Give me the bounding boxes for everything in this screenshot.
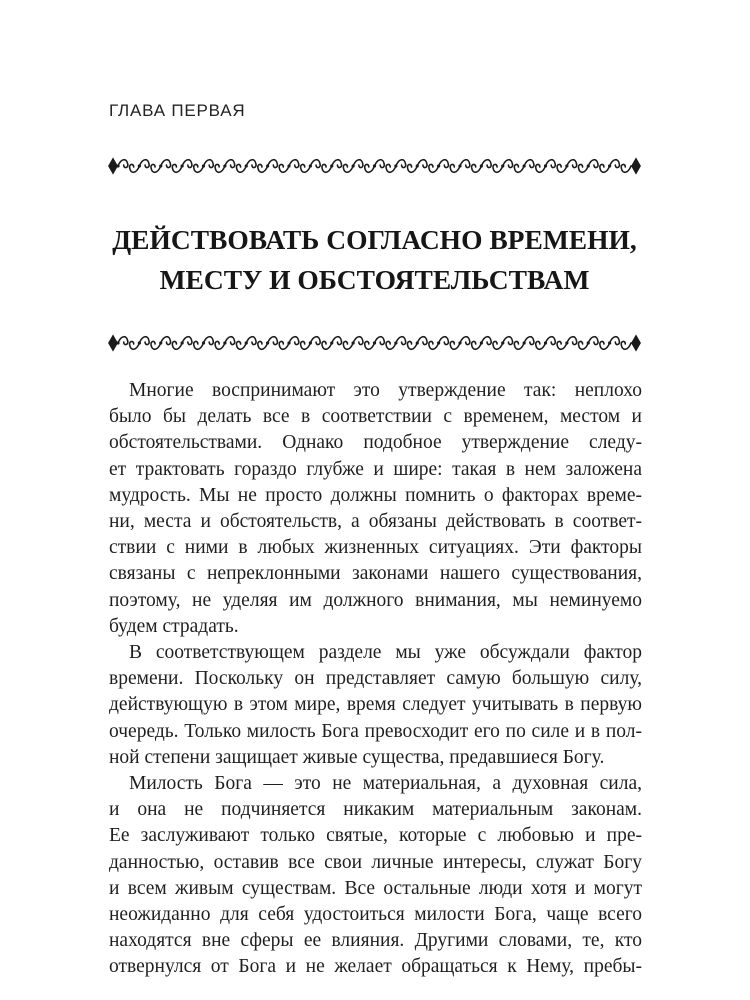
text-line: Ее заслуживают только святые, которые с любовью и пре- <box>109 825 642 847</box>
ornament-divider-bottom <box>108 333 641 353</box>
text-line: будем страдать. <box>109 615 239 637</box>
text-line: и всем живым существам. Все остальные люди хотя и могут <box>109 877 642 899</box>
text-line: В соответствующем разделе мы уже обсуждали фактор <box>129 642 642 664</box>
text-line: было бы делать все в соответствии с временем, местом и <box>109 406 642 428</box>
body-paragraph <box>109 378 642 640</box>
ornament-divider-top <box>108 156 641 176</box>
text-line: мудрость. Мы не просто должны помнить о факторах време- <box>109 484 642 506</box>
text-line: обстоятельствами. Однако подобное утверждение следу- <box>109 432 642 454</box>
chapter-label: ГЛАВА ПЕРВАЯ <box>109 101 246 120</box>
text-line: отвернулся от Бога и не желает обращаться к Нему, пребы- <box>109 956 642 978</box>
text-line: действующую в этом мире, время следует учитывать в первую <box>109 694 642 716</box>
text-line: ной степени защищает живые существа, предавшиеся Богу. <box>109 746 605 768</box>
text-line: Многие воспринимают это утверждение так: неплохо <box>129 380 642 401</box>
body-paragraph <box>109 771 642 981</box>
text-line: данностью, оставив все свои личные интересы, служат Богу <box>109 851 642 873</box>
text-line: и она не подчиняется никаким материальным законам. <box>109 799 642 821</box>
text-line: связаны с непреклонными законами нашего существования, <box>109 563 642 585</box>
text-line: очередь. Только милость Бога превосходит его по силе и в пол- <box>109 720 642 742</box>
text-line: находятся вне сферы ее влияния. Другими словами, те, кто <box>109 930 642 952</box>
text-line: неожиданно для себя удостоиться милости Бога, чаще всего <box>109 904 642 926</box>
text-line: ет трактовать гораздо глубже и шире: такая в нем заложена <box>109 458 642 480</box>
text-line: ни, места и обстоятельств, а обязаны действовать в соответ- <box>109 511 642 533</box>
text-line: времени. Поскольку он представляет самую большую силу, <box>109 668 642 690</box>
text-line: ствии с ними в любых жизненных ситуациях. Эти факторы <box>109 537 642 559</box>
body-paragraph <box>109 640 642 771</box>
body-text <box>109 378 642 981</box>
chapter-title <box>108 220 641 300</box>
text-line: Милость Бога — это не материальная, а духовная сила, <box>129 773 642 795</box>
chapter-title-line: МЕСТУ И ОБСТОЯТЕЛЬСТВАМ <box>159 264 590 295</box>
text-line: поэтому, не уделяя им должного внимания, мы неминуемо <box>109 589 642 611</box>
chapter-title-line: ДЕЙСТВОВАТЬ СОГЛАСНО ВРЕМЕНИ, <box>112 224 637 255</box>
